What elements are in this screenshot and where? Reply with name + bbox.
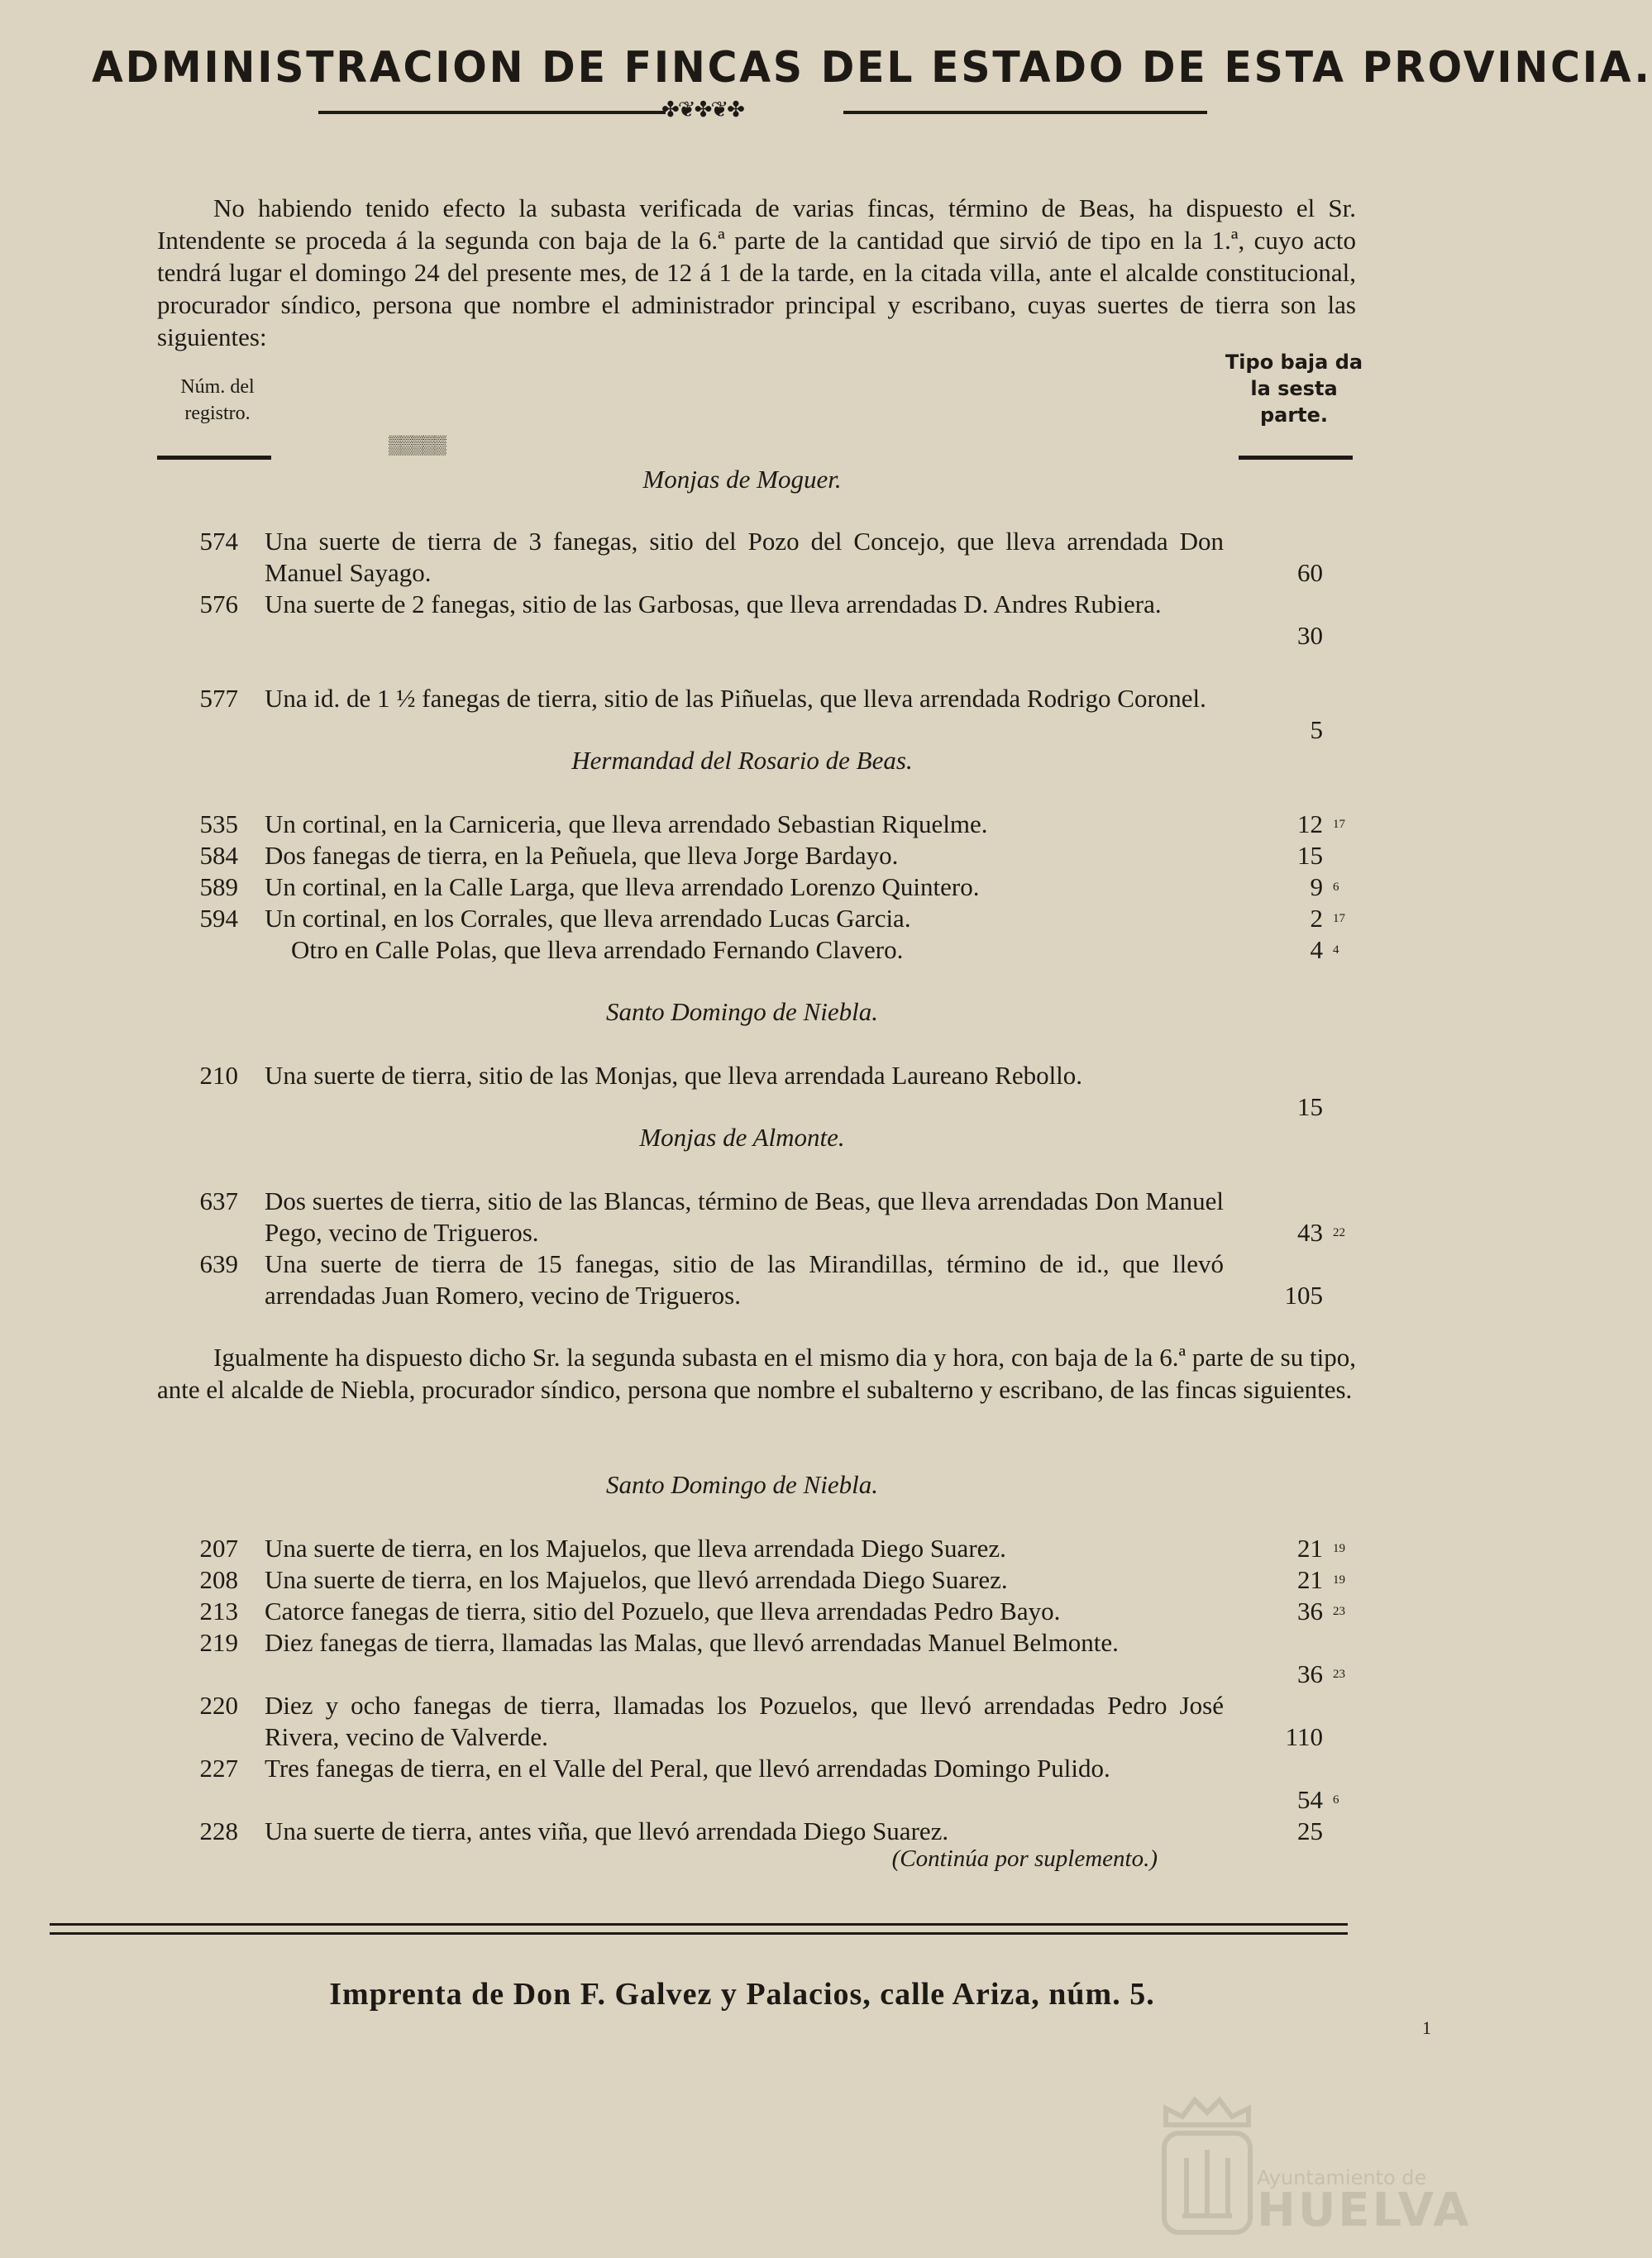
entry-price: 25 bbox=[1297, 1816, 1323, 1845]
registro-number: 210 bbox=[199, 1061, 238, 1090]
printer-imprint: Imprenta de Don F. Galvez y Palacios, calle Ariza, núm. 5. bbox=[329, 1977, 1155, 2012]
price-superscript: 19 bbox=[1333, 1542, 1345, 1555]
price-superscript: 4 bbox=[1333, 943, 1339, 957]
registro-number: 589 bbox=[199, 872, 238, 901]
registro-number: 219 bbox=[199, 1628, 238, 1657]
entry-description: Diez fanegas de tierra, llamadas las Malas, que llevó arrendadas Manuel Belmonte. bbox=[265, 1628, 1119, 1657]
intro-paragraph: No habiendo tenido efecto la subasta verificada de varias fincas, término de Beas, ha dispuesto el Sr. Intendente se proceda á la segunda con baja de la 6.ª parte de la cantidad que sirvió de tipo en la 1.ª, cuyo acto tendrá lugar el domingo 24 del presente mes, de 12 á 1 de la tarde, en la citada villa, ante el alcalde constitucional, procurador síndico, persona que nombre el administrador principal y escribano, cuyas suertes de tierra son las siguientes: bbox=[157, 193, 1356, 351]
entry-description: Tres fanegas de tierra, en el Valle del Peral, que llevó arrendadas Domingo Pulido. bbox=[265, 1754, 1110, 1783]
entry-description: Una suerte de tierra de 3 fanegas, sitio del Pozo del Concejo, que lleva arrendada Don Manuel Sayago. bbox=[265, 527, 1224, 587]
entry-description: Un cortinal, en la Calle Larga, que lleva arrendado Lorenzo Quintero. bbox=[265, 872, 980, 901]
entry-price: 21 bbox=[1297, 1534, 1323, 1563]
price-superscript: 23 bbox=[1333, 1605, 1345, 1618]
entry-description: Una suerte de tierra, antes viña, que llevó arrendada Diego Suarez. bbox=[265, 1816, 949, 1845]
price-superscript: 6 bbox=[1333, 881, 1339, 894]
entry-price: 36 bbox=[1297, 1597, 1323, 1625]
section-heading: Hermandad del Rosario de Beas. bbox=[571, 746, 913, 775]
entry-description: Una suerte de tierra de 15 fanegas, sitio de las Mirandillas, término de id., que llevó arrendadas Juan Romero, vecino de Trigueros. bbox=[265, 1249, 1224, 1310]
registro-number: 576 bbox=[199, 590, 238, 618]
entry-description: Una suerte de tierra, en los Majuelos, que llevó arrendada Diego Suarez. bbox=[265, 1565, 1008, 1594]
entry-price: 15 bbox=[1297, 1092, 1323, 1121]
price-superscript: 19 bbox=[1333, 1573, 1345, 1587]
price-superscript: 6 bbox=[1333, 1793, 1339, 1807]
registro-number: 535 bbox=[199, 809, 238, 838]
page-title: ADMINISTRACION DE FINCAS DEL ESTADO DE ESTA PROVINCIA. bbox=[92, 43, 1652, 93]
entry-price: 105 bbox=[1284, 1281, 1323, 1310]
registro-number: 639 bbox=[199, 1249, 238, 1278]
entry-description: Una suerte de 2 fanegas, sitio de las Garbosas, que lleva arrendadas D. Andres Rubiera. bbox=[265, 590, 1162, 618]
registro-number: 637 bbox=[199, 1186, 238, 1215]
registro-number: 213 bbox=[199, 1597, 238, 1625]
entry-description: Un cortinal, en la Carniceria, que lleva arrendado Sebastian Riquelme. bbox=[265, 809, 988, 838]
entry-price: 12 bbox=[1297, 809, 1323, 838]
registro-number: 577 bbox=[199, 684, 238, 713]
entry-description: Una suerte de tierra, en los Majuelos, que lleva arrendada Diego Suarez. bbox=[265, 1534, 1006, 1563]
entry-price: 36 bbox=[1297, 1659, 1323, 1688]
continuation-note: (Continúa por suplemento.) bbox=[891, 1845, 1158, 1872]
corner-mark: 1 bbox=[1422, 2017, 1431, 2038]
section-heading: Monjas de Moguer. bbox=[642, 465, 842, 494]
huelva-crest-icon bbox=[1141, 2092, 1273, 2249]
price-superscript: 22 bbox=[1333, 1226, 1345, 1239]
registro-number: 208 bbox=[199, 1565, 238, 1594]
entry-price: 43 bbox=[1297, 1218, 1323, 1247]
column-header-tipo: Tipo baja da la sesta parte. bbox=[1225, 351, 1363, 427]
registro-number: 220 bbox=[199, 1691, 238, 1720]
price-superscript: 17 bbox=[1333, 912, 1345, 925]
entry-description: Catorce fanegas de tierra, sitio del Pozuelo, que lleva arrendadas Pedro Bayo. bbox=[265, 1597, 1061, 1625]
watermark-line2: HUELVA bbox=[1257, 2184, 1472, 2237]
watermark-line1: Ayuntamiento de bbox=[1257, 2166, 1427, 2189]
entry-price: 60 bbox=[1297, 558, 1323, 587]
watermark-text bbox=[1257, 2166, 1472, 2237]
price-superscript: 17 bbox=[1333, 818, 1345, 831]
registro-number: 584 bbox=[199, 841, 238, 870]
entry-description: Diez y ocho fanegas de tierra, llamadas los Pozuelos, que llevó arrendadas Pedro José Rivera, vecino de Valverde. bbox=[265, 1691, 1224, 1751]
entry-description: Una suerte de tierra, sitio de las Monjas, que lleva arrendada Laureano Rebollo. bbox=[265, 1061, 1083, 1090]
column-header-registro: Núm. del registro. bbox=[180, 376, 255, 424]
entry-description: Otro en Calle Polas, que lleva arrendado Fernando Clavero. bbox=[291, 935, 904, 964]
registro-number: 207 bbox=[199, 1534, 238, 1563]
entry-price: 21 bbox=[1297, 1565, 1323, 1594]
entry-description: Dos fanegas de tierra, en la Peñuela, que lleva Jorge Bardayo. bbox=[265, 841, 899, 870]
header-rule-left bbox=[157, 456, 271, 460]
header-ornament: ▒▒▒▒▒ bbox=[389, 434, 445, 455]
registro-number: 594 bbox=[199, 904, 238, 933]
entry-price: 15 bbox=[1297, 841, 1323, 870]
title-divider-left bbox=[318, 111, 666, 114]
entry-price: 30 bbox=[1297, 621, 1323, 650]
entry-description: Un cortinal, en los Corrales, que lleva arrendado Lucas Garcia. bbox=[265, 904, 911, 933]
entry-price: 4 bbox=[1310, 935, 1323, 964]
second-paragraph: Igualmente ha dispuesto dicho Sr. la segunda subasta en el mismo dia y hora, con baja de la 6.ª parte de su tipo, ante el alcalde de Niebla, procurador síndico, persona que nombre el subalterno y escribano, de las fincas siguientes. bbox=[157, 1343, 1356, 1404]
entry-price: 5 bbox=[1310, 715, 1323, 744]
price-superscript: 23 bbox=[1333, 1668, 1345, 1681]
entry-price: 9 bbox=[1310, 872, 1323, 901]
entry-description: Una id. de 1 ½ fanegas de tierra, sitio de las Piñuelas, que lleva arrendada Rodrigo Coronel. bbox=[265, 684, 1206, 713]
registro-number: 228 bbox=[199, 1816, 238, 1845]
header-rule-right bbox=[1239, 456, 1353, 460]
entry-price: 2 bbox=[1310, 904, 1323, 933]
section-heading: Santo Domingo de Niebla. bbox=[606, 1470, 878, 1499]
entry-description: Dos suertes de tierra, sitio de las Blancas, término de Beas, que lleva arrendadas Don Manuel Pego, vecino de Trigueros. bbox=[265, 1186, 1224, 1247]
section-heading: Monjas de Almonte. bbox=[639, 1123, 845, 1152]
footer-double-rule bbox=[50, 1923, 1348, 1935]
registro-number: 227 bbox=[199, 1754, 238, 1783]
entry-price: 54 bbox=[1297, 1785, 1323, 1814]
entry-price: 110 bbox=[1285, 1722, 1323, 1751]
registro-number: 574 bbox=[199, 527, 238, 556]
section-heading: Santo Domingo de Niebla. bbox=[606, 997, 878, 1026]
title-ornament: ✤❦✤❦✤ bbox=[661, 98, 743, 122]
title-divider-right bbox=[843, 111, 1207, 114]
